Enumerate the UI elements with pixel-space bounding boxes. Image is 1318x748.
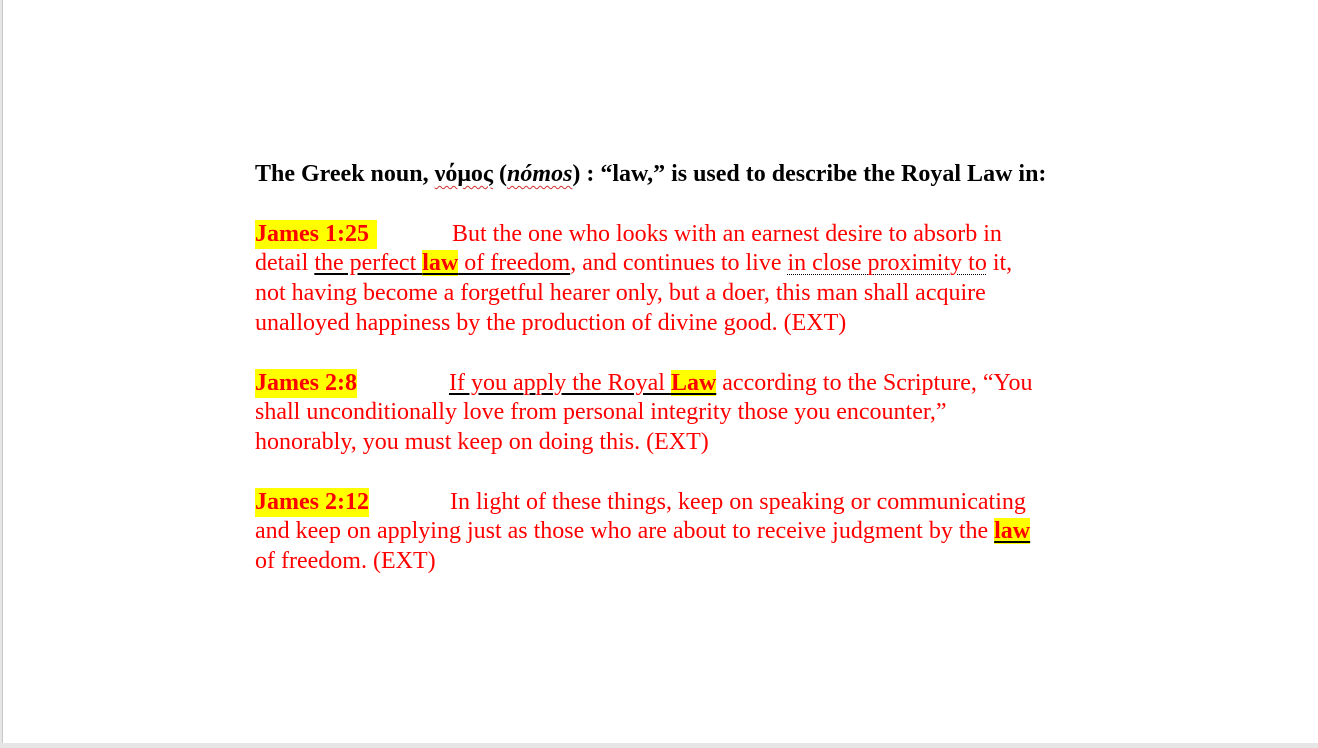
verse-james-2-8	[255, 369, 1045, 458]
heading-paren-open: (	[493, 161, 508, 187]
closing-paren: )	[427, 548, 436, 575]
underlined-text: the perfect	[314, 250, 423, 277]
verse-text: it, not having become a forgetful hearer only, but a doer, this man shall acquire unalloyed happiness by the production of divine good. (	[255, 250, 1013, 336]
closing-paren: )	[838, 309, 847, 336]
document-page	[2, 0, 1318, 743]
verse-james-2-12	[255, 488, 1045, 577]
underlined-phrase	[449, 370, 716, 396]
verse-james-1-25	[255, 220, 1045, 339]
transliteration: nómos	[507, 161, 573, 187]
verse-text: But the one who looks with an earnest desire to absorb in detail	[255, 220, 1002, 277]
underlined-text: of freedom	[458, 250, 571, 277]
closing-paren: )	[700, 428, 709, 455]
highlighted-word: Law	[670, 369, 717, 396]
underlined-text: If you apply the Royal	[448, 369, 671, 396]
underlined-phrase	[314, 250, 570, 276]
document-body	[255, 160, 1075, 577]
verse-text: according to the Scripture, “You shall unconditionally love from personal integrity those you encounter,” honorably, you must keep on doing this. (	[255, 369, 1033, 455]
verse-reference: James 2:8	[255, 369, 357, 399]
spacer	[255, 458, 1075, 488]
greek-word: νόμος	[434, 161, 494, 187]
ext-label: EXT	[380, 548, 428, 575]
verse-reference: James 2:12	[255, 488, 369, 518]
spacer	[255, 339, 1075, 369]
dotted-phrase: in close proximity to	[787, 250, 987, 277]
verse-text: , and continues to live	[570, 250, 788, 277]
highlighted-word: law	[422, 250, 459, 277]
heading-suffix: ) : “law,” is used to describe the Royal Law in:	[572, 161, 1047, 187]
verse-reference: James 1:25	[255, 220, 377, 250]
spacer	[255, 190, 1075, 220]
ext-label: EXT	[654, 428, 701, 455]
ext-label: EXT	[791, 309, 839, 336]
section-heading	[255, 160, 1075, 190]
verse-text: In light of these things, keep on speaking or communicating and keep on applying just as those who are about to receive judgment by the	[255, 488, 1026, 545]
highlighted-word: law	[994, 518, 1031, 545]
heading-prefix: The Greek noun,	[255, 161, 435, 187]
verse-text: of freedom. (	[255, 548, 381, 575]
